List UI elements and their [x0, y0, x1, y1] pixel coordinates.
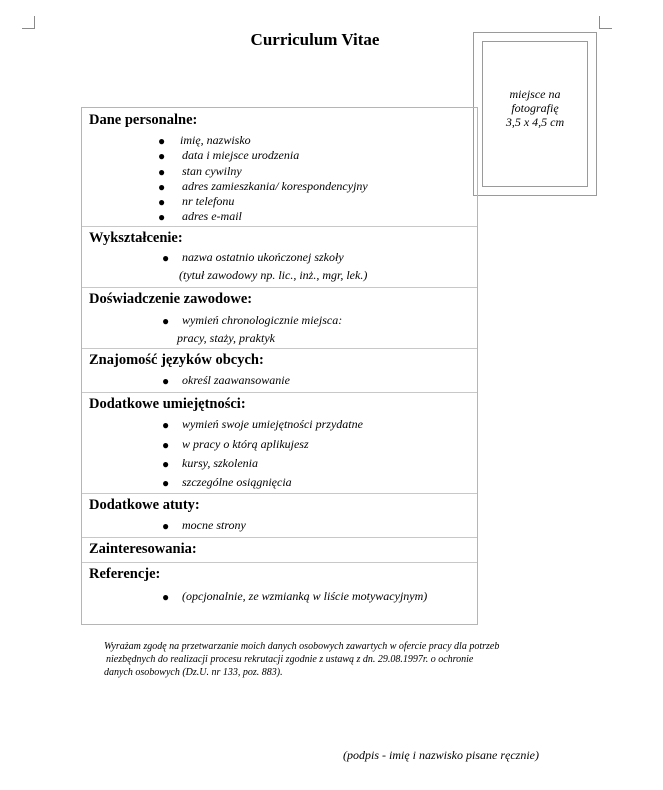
list-item: kursy, szkolenia: [182, 456, 258, 470]
bullet-icon: ●: [162, 590, 170, 604]
list-item: imię, nazwisko: [180, 133, 251, 147]
bullet-icon: ●: [158, 165, 166, 179]
list-item: mocne strony: [182, 518, 246, 532]
list-item: wymień chronologicznie miejsca:: [182, 313, 343, 327]
bullet-icon: ●: [158, 180, 166, 194]
bullet-icon: ●: [162, 519, 170, 533]
crop-mark-top-right: [599, 16, 612, 29]
list-item: adres zamieszkania/ korespondencyjny: [182, 179, 368, 193]
bullet-icon: ●: [162, 476, 170, 490]
bullet-icon: ●: [162, 457, 170, 471]
section-assets: [82, 493, 477, 538]
section-education: [82, 226, 477, 288]
bullet-icon: ●: [158, 149, 166, 163]
list-item: w pracy o którą aplikujesz: [182, 437, 309, 451]
section-interests: [82, 537, 477, 563]
consent-line: Wyrażam zgodę na przetwarzanie moich danych osobowych zawartych w ofercie pracy dla potrzeb: [104, 641, 500, 652]
section-heading: Znajomość języków obcych:: [89, 352, 264, 368]
crop-mark-top-left: [22, 16, 35, 29]
photo-frame: [482, 41, 588, 187]
section-heading: Zainteresowania:: [89, 541, 197, 557]
section-experience: [82, 287, 477, 349]
signature-line: (podpis - imię i nazwisko pisane ręcznie): [343, 748, 539, 762]
photo-caption-line: 3,5 x 4,5 cm: [505, 115, 565, 129]
photo-placeholder: [473, 32, 597, 196]
bullet-icon: ●: [162, 251, 170, 265]
section-languages: [82, 348, 477, 393]
section-heading: Dane personalne:: [89, 112, 198, 128]
consent-line: danych osobowych (Dz.U. nr 133, poz. 883).: [104, 667, 283, 678]
section-heading: Referencje:: [89, 566, 161, 582]
page-title: Curriculum Vitae: [250, 30, 380, 49]
list-item-note: (tytuł zawodowy np. lic., inż., mgr, lek.): [179, 268, 368, 282]
consent-line: niezbędnych do realizacji procesu rekrutacji zgodnie z ustawą z dn. 29.08.1997r. o ochronie: [106, 654, 474, 665]
data-processing-consent: [104, 640, 574, 679]
photo-caption-line: fotografię: [511, 101, 559, 115]
photo-caption: [483, 87, 587, 129]
list-item: wymień swoje umiejętności przydatne: [182, 417, 363, 431]
section-skills: [82, 392, 477, 494]
bullet-icon: ●: [158, 210, 166, 224]
list-item-note: pracy, staży, praktyk: [177, 331, 275, 345]
bullet-icon: ●: [158, 195, 166, 209]
cv-table: [81, 107, 478, 625]
photo-caption-line: miejsce na: [509, 87, 561, 101]
section-heading: Dodatkowe umiejętności:: [89, 396, 246, 412]
list-item: data i miejsce urodzenia: [182, 148, 300, 162]
list-item: określ zaawansowanie: [182, 373, 290, 387]
section-references: [82, 562, 477, 625]
section-heading: Dodatkowe atuty:: [89, 497, 200, 513]
bullet-icon: ●: [162, 438, 170, 452]
bullet-icon: ●: [158, 134, 166, 148]
bullet-icon: ●: [162, 314, 170, 328]
bullet-icon: ●: [162, 374, 170, 388]
bullet-icon: ●: [162, 418, 170, 432]
list-item: adres e-mail: [182, 209, 242, 223]
section-personal: [82, 108, 477, 226]
section-heading: Doświadczenie zawodowe:: [89, 291, 253, 307]
list-item: stan cywilny: [182, 164, 242, 178]
section-heading: Wykształcenie:: [89, 230, 183, 246]
list-item: (opcjonalnie, ze wzmianką w liście motywacyjnym): [182, 589, 428, 603]
list-item: nazwa ostatnio ukończonej szkoły: [182, 250, 344, 264]
list-item: nr telefonu: [182, 194, 235, 208]
list-item: szczególne osiągnięcia: [182, 475, 292, 489]
